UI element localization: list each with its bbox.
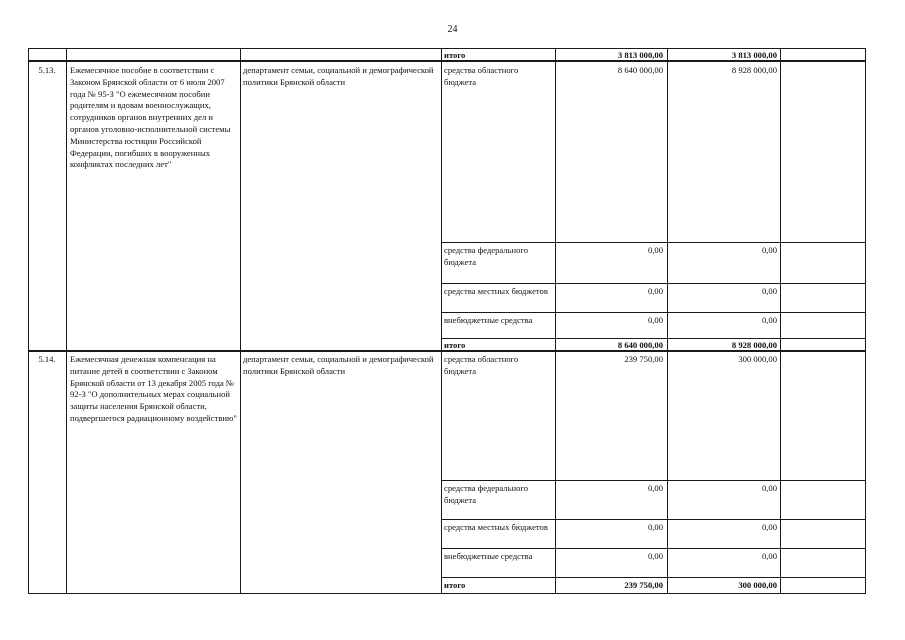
amount-cell: 8 928 000,00 bbox=[731, 340, 777, 350]
item-executor: департамент семьи, социальной и демографической политики Брянской области bbox=[243, 354, 434, 376]
amount-cell: 239 750,00 bbox=[624, 580, 663, 590]
row-rule bbox=[441, 577, 866, 578]
funding-source: средства областного бюджета bbox=[444, 65, 519, 87]
row-rule bbox=[441, 548, 866, 549]
amount-cell: 0,00 bbox=[647, 483, 663, 493]
row-rule bbox=[441, 312, 866, 313]
total-label: итого bbox=[444, 340, 466, 350]
amount-cell: 0,00 bbox=[761, 551, 777, 561]
amount-cell: 0,00 bbox=[761, 286, 777, 296]
amount-cell: 0,00 bbox=[647, 245, 663, 255]
row-rule bbox=[441, 519, 866, 520]
amount-cell: 3 813 000,00 bbox=[731, 50, 777, 60]
funding-source: внебюджетные средства bbox=[444, 315, 533, 325]
item-executor: департамент семьи, социальной и демографической политики Брянской области bbox=[243, 65, 434, 87]
amount-cell: 0,00 bbox=[647, 286, 663, 296]
col-rule bbox=[667, 48, 668, 594]
total-label: итого bbox=[444, 50, 466, 60]
amount-cell: 8 640 000,00 bbox=[617, 65, 663, 75]
amount-cell: 0,00 bbox=[761, 522, 777, 532]
amount-cell: 8 928 000,00 bbox=[731, 65, 777, 75]
item-number: 5.13. bbox=[38, 65, 56, 75]
amount-cell: 8 640 000,00 bbox=[617, 340, 663, 350]
row-rule bbox=[441, 480, 866, 481]
col-rule bbox=[240, 48, 241, 594]
row-rule bbox=[441, 283, 866, 284]
row-rule bbox=[441, 338, 866, 339]
col-rule bbox=[66, 48, 67, 594]
amount-cell: 239 750,00 bbox=[624, 354, 663, 364]
funding-source: средства местных бюджетов bbox=[444, 286, 548, 296]
table-top-rule bbox=[28, 48, 866, 49]
table-bottom-rule bbox=[28, 593, 866, 594]
col-rule bbox=[441, 48, 442, 594]
amount-cell: 0,00 bbox=[761, 245, 777, 255]
page-number: 24 bbox=[447, 24, 458, 35]
amount-cell: 0,00 bbox=[761, 483, 777, 493]
col-rule bbox=[780, 48, 781, 594]
col-rule bbox=[865, 48, 866, 594]
item-number: 5.14. bbox=[38, 354, 56, 364]
col-rule bbox=[555, 48, 556, 594]
amount-cell: 0,00 bbox=[761, 315, 777, 325]
item-description: Ежемесячная денежная компенсация на питание детей в соответствии с Законом Брянской области от 13 декабря 2005 года № 92-З "О дополнительных мерах социальной защиты населения Брянской области, подвергшегося радиационному воздействию" bbox=[70, 354, 237, 423]
total-label: итого bbox=[444, 580, 466, 590]
item-description: Ежемесячное пособие в соответствии с Законом Брянской области от 6 июля 2007 года № 95-З "О ежемесячном пособии родителям и вдовам военнослужащих, сотрудников органов внутренних дел и органов уголовно-исполнительной системы Министерства юстиции Российской Федерации, погибших в вооруженных конфликтах последних лет" bbox=[70, 65, 231, 170]
amount-cell: 0,00 bbox=[647, 551, 663, 561]
amount-cell: 0,00 bbox=[647, 522, 663, 532]
amount-cell: 3 813 000,00 bbox=[617, 50, 663, 60]
amount-cell: 300 000,00 bbox=[738, 580, 777, 590]
funding-source: средства местных бюджетов bbox=[444, 522, 548, 532]
col-rule bbox=[28, 48, 29, 594]
funding-source: средства федерального бюджета bbox=[444, 483, 529, 505]
funding-source: средства федерального бюджета bbox=[444, 245, 529, 267]
funding-source: внебюджетные средства bbox=[444, 551, 533, 561]
amount-cell: 300 000,00 bbox=[738, 354, 777, 364]
amount-cell: 0,00 bbox=[647, 315, 663, 325]
funding-source: средства областного бюджета bbox=[444, 354, 519, 376]
row-rule bbox=[441, 242, 866, 243]
budget-table bbox=[28, 48, 866, 594]
